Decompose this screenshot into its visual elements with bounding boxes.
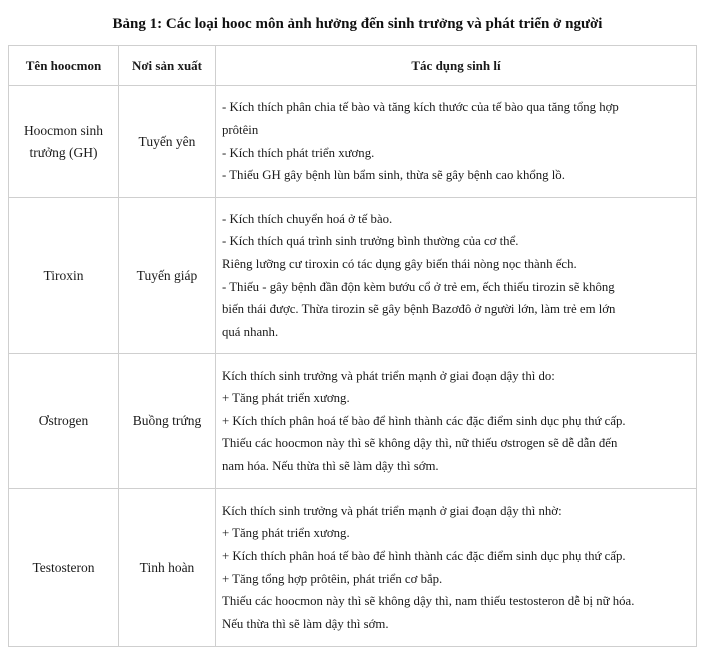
hormone-name: Ơstrogen [38,413,89,428]
table-row [9,198,697,354]
effect-line: + Tăng tổng hợp prôtêin, phát triển cơ bắp. [222,571,443,586]
effects-cell [216,198,697,354]
effect-line: + Kích thích phân hoá tế bào để hình thành các đặc điểm sinh dục phụ thứ cấp. [222,413,626,428]
header-production-site: Nơi sản xuất [119,46,216,86]
hormone-name-cell [9,489,119,647]
effects-cell [216,86,697,198]
effect-line: - Kích thích phát triển xương. [222,145,375,160]
effect-line: Kích thích sinh trưởng và phát triển mạnh ở giai đoạn dậy thì do: [222,368,555,383]
production-site: Tinh hoàn [119,489,216,647]
effect-line: - Kích thích chuyển hoá ở tế bào. [222,211,393,226]
hormone-name-cell [9,86,119,198]
table-row [9,354,697,489]
effect-line: Thiếu các hoocmon này thì sẽ không dậy thì, nam thiếu testosteron dễ bị nữ hóa. [222,594,635,609]
effect-line: prôtêin [222,122,259,137]
effects-cell [216,354,697,489]
effect-line: Kích thích sinh trưởng và phát triển mạnh ở giai đoạn dậy thì nhờ: [222,503,562,518]
hormone-name: Hoocmon sinh [23,122,104,138]
hormone-table [8,45,697,647]
effect-line: Nếu thừa thì sẽ làm dậy thì sớm. [222,616,389,631]
hormone-name: Testosteron [32,559,95,575]
production-site: Tuyến yên [119,86,216,198]
table-caption: Bảng 1: Các loại hooc môn ảnh hưởng đến sinh trưởng và phát triển ở người [112,16,603,32]
hormone-name: trưởng (GH) [29,144,98,160]
header-physiological-effects: Tác dụng sinh lí [216,46,697,86]
effect-line: - Kích thích phân chia tế bào và tăng kích thước của tế bào qua tăng tổng hợp [222,100,619,115]
effect-line: + Tăng phát triển xương. [222,391,350,406]
effect-line: - Thiếu - gây bệnh đần độn kèm bướu cổ ở trẻ em, ếch thiếu tirozin sẽ không [222,279,615,294]
effects-cell [216,489,697,647]
effect-line: + Tăng phát triển xương. [222,526,350,541]
effect-line: Riêng lưỡng cư tiroxin có tác dụng gây biến thái nòng nọc thành ếch. [222,256,577,271]
effect-line: - Thiếu GH gây bệnh lùn bẩm sinh, thừa sẽ gây bệnh cao khổng lồ. [222,168,565,183]
production-site: Buồng trứng [119,354,216,489]
table-row [9,86,697,198]
hormone-name: Tiroxin [43,267,84,283]
effect-line: quá nhanh. [222,324,279,339]
table-row [9,489,697,647]
table-header-row [9,46,697,86]
effect-line: + Kích thích phân hoá tế bào để hình thành các đặc điểm sinh dục phụ thứ cấp. [222,548,626,563]
effect-line: biến thái được. Thừa tirozin sẽ gây bệnh Bazơđô ở người lớn, làm trẻ em lớn [222,302,616,317]
effect-line: nam hóa. Nếu thừa thì sẽ làm dậy thì sớm. [222,458,439,473]
hormone-name-cell [9,354,119,489]
effect-line: - Kích thích quá trình sinh trưởng bình thường của cơ thể. [222,234,519,249]
hormone-name-cell [9,198,119,354]
production-site: Tuyến giáp [119,198,216,354]
header-hormone-name: Tên hoocmon [9,46,119,86]
effect-line: Thiếu các hoocmon này thì sẽ không dậy thì, nữ thiếu ơstrogen sẽ dễ dẫn đến [222,436,618,451]
